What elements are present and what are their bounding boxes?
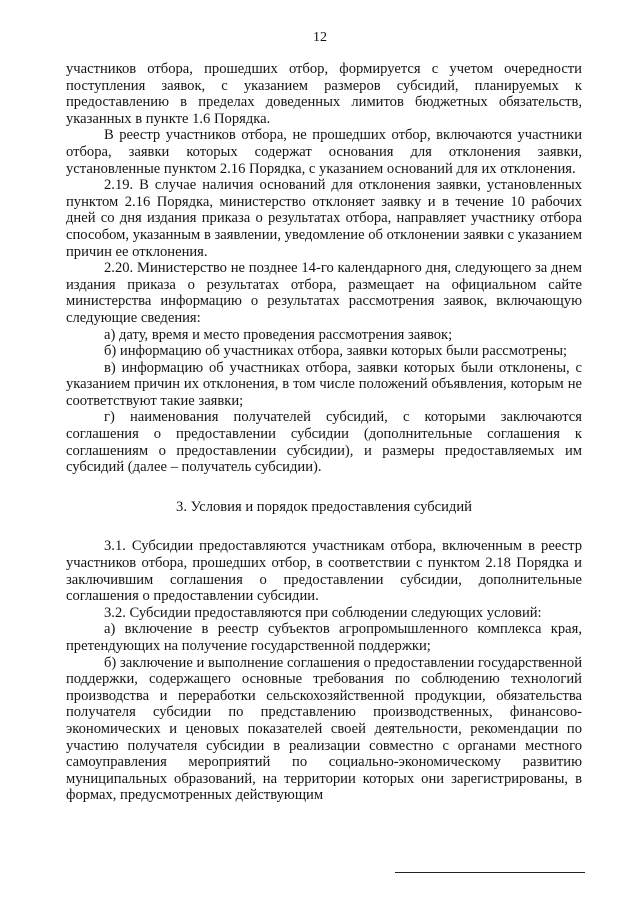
document-body <box>66 61 582 804</box>
paragraph-rejected-registry: В реестр участников отбора, не прошедших отбор, включаются участники отбора, заявки которых содержат основания для отклонения заявки, установленные пунктом 2.16 Порядка, с указанием оснований для их отклонения. <box>66 127 582 177</box>
condition-b: б) заключение и выполнение соглашения о предоставлении государственной поддержки, содержащего основные требования по соблюдению технологий производства и переработки сельскохозяйственной продукции, обязательства получателя субсидии по представлению производственных, финансово-экономических и ценовых показателей своей деятельности, рекомендации по участию получателя субсидии в реализации совместно с органами местного самоуправления мероприятий по социально-экономическому развитию муниципальных образований, на территории которых они зарегистрированы, в формах, предусмотренных действующим <box>66 654 582 804</box>
page-number: 12 <box>313 30 327 45</box>
section-heading-3: 3. Условия и порядок предоставления субсидий <box>176 498 472 515</box>
paragraph-2-20: 2.20. Министерство не позднее 14-го календарного дня, следующего за днем издания приказа о результатах отбора, размещает на официальном сайте министерства информацию о результатах рассмотрения заявок, включающую следующие сведения: <box>66 260 582 326</box>
list-item-a: а) дату, время и место проведения рассмотрения заявок; <box>104 326 453 343</box>
paragraph-2-19: 2.19. В случае наличия оснований для отклонения заявки, установленных пунктом 2.16 Порядка, министерство отклоняет заявку и в течение 10 рабочих дней со дня издания приказа о результатах отбора, направляет участнику отбора способом, указанным в заявлении, уведомление об отклонении заявки с указанием причин ее отклонения. <box>66 177 582 260</box>
condition-a: а) включение в реестр субъектов агропромышленного комплекса края, претендующих на получение государственной поддержки; <box>66 621 582 654</box>
list-item-b: б) информацию об участниках отбора, заявки которых были рассмотрены; <box>104 343 568 360</box>
list-item-g: г) наименования получателей субсидий, с которыми заключаются соглашения о предоставлении субсидии (дополнительные соглашения к соглашениям о предоставлении субсидии), и размеры предоставляемых им субсидий (далее – получатель субсидии). <box>66 409 582 476</box>
paragraph-continuation: участников отбора, прошедших отбор, формируется с учетом очередности поступления заявок, с указанием размеров субсидий, планируемых к предоставлению в пределах доведенных лимитов бюджетных обязательств, указанных в пункте 1.6 Порядка. <box>66 61 582 127</box>
list-item-v: в) информацию об участниках отбора, заявки которых были отклонены, с указанием причин их отклонения, в том числе положений объявления, которым не соответствуют такие заявки; <box>66 359 582 409</box>
footer-divider <box>395 872 585 873</box>
paragraph-3-1: 3.1. Субсидии предоставляются участникам отбора, включенным в реестр участников отбора, прошедших отбор, в соответствии с пунктом 2.18 Порядка и заключившим соглашения о предоставлении субсидии, дополнительные соглашения о предоставлении субсидии. <box>66 538 582 605</box>
paragraph-3-2: 3.2. Субсидии предоставляются при соблюдении следующих условий: <box>104 604 542 621</box>
